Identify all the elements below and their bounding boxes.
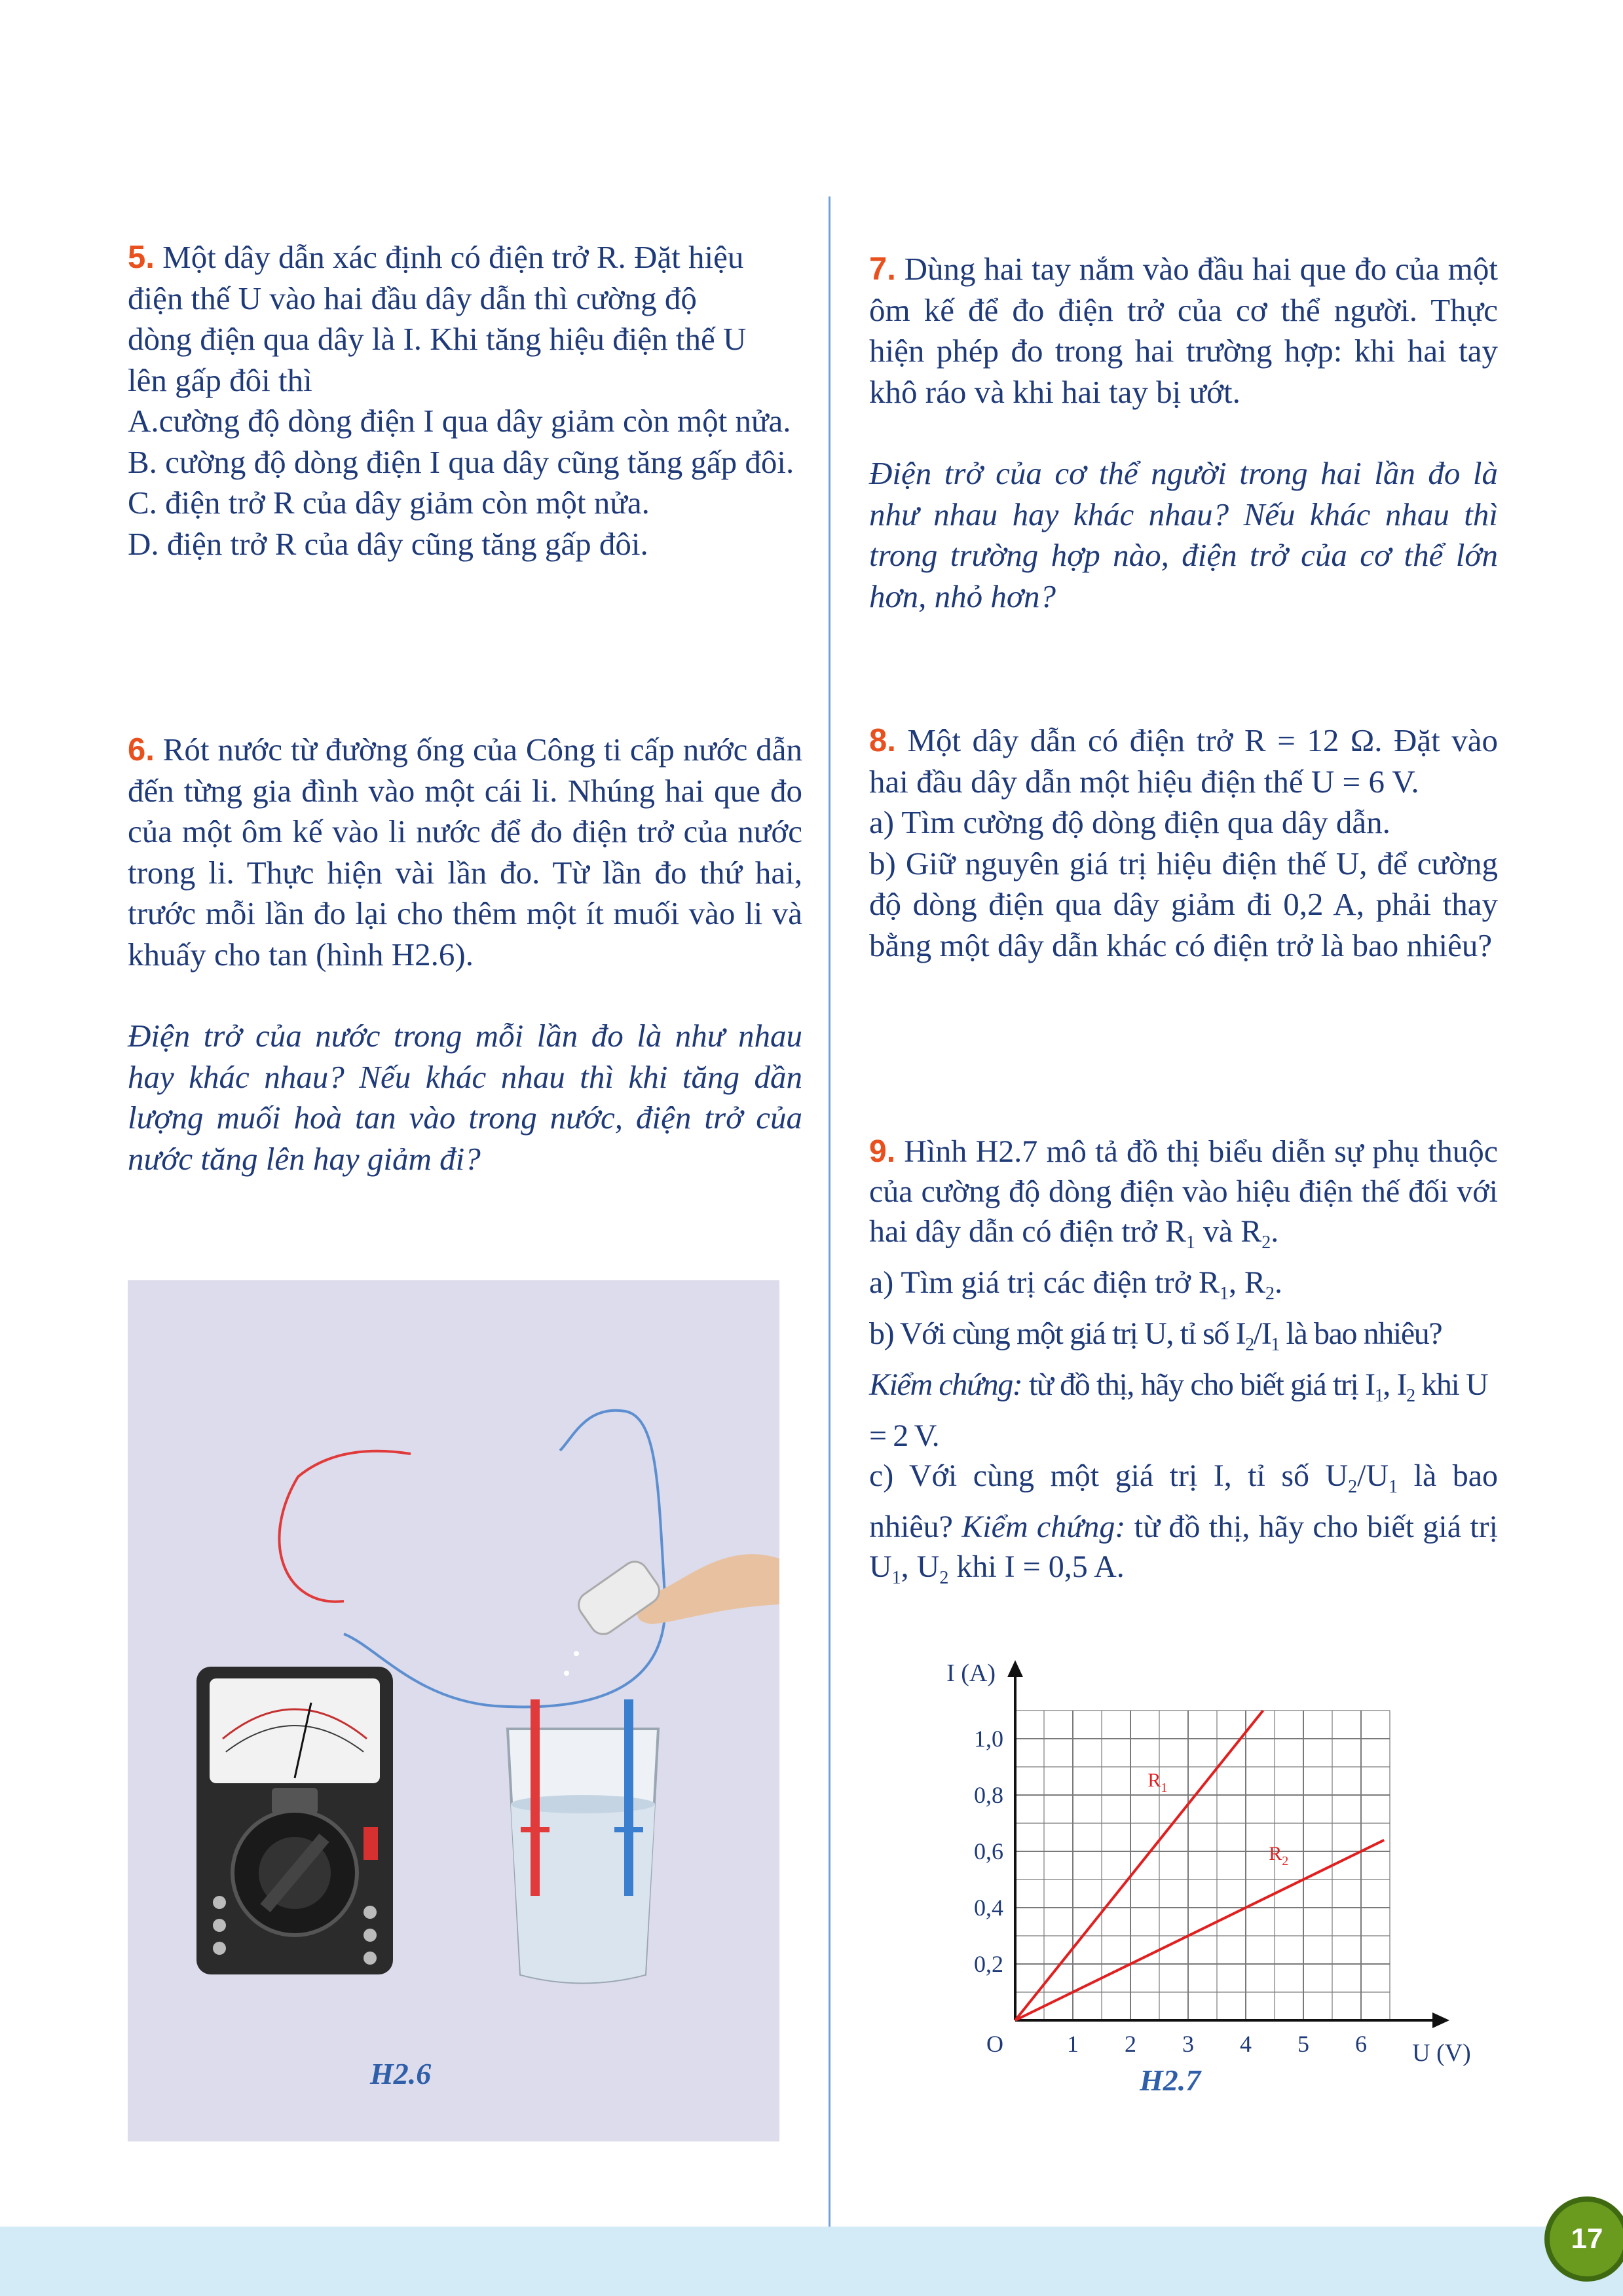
multimeter: [196, 1667, 393, 1974]
subscript: 1: [1219, 1284, 1229, 1304]
blue-wire: [344, 1411, 665, 1707]
figure-h2-6: [128, 1280, 779, 2141]
subscript: 1: [1271, 1335, 1279, 1355]
question-text: Hình H2.7 mô tả đồ thị biểu diễn sự phụ thuộc của cường độ dòng điện vào hiệu điện thế đối với hai dây dẫn có điện trở R: [869, 1134, 1498, 1249]
ohmmeter-experiment-illustration: [128, 1280, 779, 2141]
y-axis-label: I (A): [946, 1659, 996, 1687]
series-line-r2: [1015, 1840, 1384, 2020]
x-tick-label: 6: [1355, 2031, 1367, 2057]
question-text: và R: [1195, 1214, 1262, 1249]
question-9: [869, 1132, 1498, 1598]
x-axis-label: U (V): [1412, 2039, 1471, 2067]
question-part-a: a) Tìm cường độ dòng điện qua dây dẫn.: [869, 804, 1390, 840]
check-label: Kiểm chứng:: [961, 1509, 1126, 1544]
question-5: [128, 237, 802, 565]
answer-option-b: B. cường độ dòng điện I qua dây cũng tăng gấp đôi.: [128, 443, 794, 480]
series-label-r2: $R_2$: [1269, 1842, 1289, 1868]
subscript: 2: [1406, 1386, 1415, 1406]
question-prompt: Điện trở của cơ thể người trong hai lần đo là như nhau hay khác nhau? Nếu khác nhau thì trong trường hợp nào, điện trở của cơ thể lớn hơn, nhỏ hơn?: [869, 455, 1498, 614]
question-text: c) Với cùng một giá trị I, tỉ số U: [869, 1458, 1349, 1493]
series-label-r1: $R_1$: [1147, 1769, 1168, 1796]
question-prompt: Điện trở của nước trong mỗi lần đo là như nhau hay khác nhau? Nếu khác nhau thì khi tăng dần lượng muối hoà tan vào trong nước, điện trở của nước tăng lên hay giảm đi?: [128, 1018, 802, 1177]
hand-with-salt-shaker: [564, 1554, 779, 1676]
x-tick-label: 5: [1297, 2031, 1309, 2057]
question-number: 5.: [128, 240, 155, 275]
answer-option-c: C. điện trở R của dây giảm còn một nửa.: [128, 485, 650, 521]
y-tick-label: 0,8: [974, 1782, 1003, 1808]
subscript: 1: [1389, 1477, 1398, 1497]
subscript: 1: [1185, 1232, 1195, 1253]
y-axis-arrow: [1007, 1660, 1023, 1677]
glass-of-water: [508, 1699, 658, 1983]
x-tick-label: 2: [1125, 2031, 1136, 2057]
answer-option-d: D. điện trở R của dây cũng tăng gấp đôi.: [128, 525, 648, 562]
question-text: là bao nhiêu?: [869, 1458, 1499, 1544]
question-text: từ đồ thị, hãy cho biết giá trị U: [869, 1509, 1498, 1584]
question-text: /U: [1357, 1458, 1389, 1493]
question-text: Dùng hai tay nắm vào đầu hai que đo của một ôm kế để đo điện trở của cơ thể người. Thực hiện phép đo trong hai trường hợp: khi hai tay khô ráo và khi hai tay bị ướt.: [869, 251, 1498, 410]
check-label: Kiểm chứng:: [869, 1367, 1022, 1402]
x-axis-arrow: [1432, 2012, 1449, 2028]
question-text: .: [1275, 1265, 1282, 1300]
y-tick-label: 0,6: [974, 1838, 1003, 1864]
question-number: 9.: [869, 1134, 896, 1169]
question-8: [869, 720, 1498, 966]
question-text: khi I = 0,5 A.: [948, 1549, 1125, 1584]
y-tick-label: 1,0: [974, 1726, 1003, 1752]
question-text: điện thế U vào hai đầu dây dẫn thì cường độ: [128, 280, 697, 316]
subscript: 2: [1245, 1335, 1254, 1355]
question-text: là bao nhiêu?: [1278, 1316, 1442, 1351]
red-wire: [279, 1451, 411, 1602]
question-number: 6.: [128, 732, 155, 768]
subscript: 1: [891, 1568, 901, 1588]
question-text: , I: [1383, 1367, 1407, 1402]
subscript: 2: [1265, 1284, 1275, 1304]
question-text: .: [1271, 1214, 1279, 1249]
question-text: khi U = 2 V.: [869, 1367, 1488, 1453]
question-text: dòng điện qua dây là I. Khi tăng hiệu điện thế U: [128, 321, 747, 357]
question-text: a) Tìm giá trị các điện trở R: [869, 1265, 1220, 1300]
answer-option-a: A.cường độ dòng điện I qua dây giảm còn một nửa.: [128, 403, 791, 439]
chart-h2-7: [917, 1637, 1493, 2122]
x-tick-label: 1: [1067, 2031, 1079, 2057]
subscript: 2: [1348, 1477, 1358, 1497]
question-text: Rót nước từ đường ống của Công ti cấp nước dẫn đến từng gia đình vào một cái li. Nhúng hai que đo của một ôm kế vào li nước để đo điện trở của nước trong li. Thực hiện vài lần đo. Từ lần đo thứ hai, trước mỗi lần đo lại cho thêm một ít muối vào li và khuấy cho tan (hình H2.6).: [128, 731, 802, 972]
subscript: 1: [1374, 1386, 1383, 1406]
question-text: b) Với cùng một giá trị U, tỉ số I: [869, 1316, 1246, 1351]
footer-bar: [0, 2227, 1623, 2296]
column-divider: [829, 196, 830, 2227]
question-text: Một dây dẫn có điện trở R = 12 Ω. Đặt vào hai đầu dây dẫn một hiệu điện thế U = 6 V.: [869, 722, 1498, 800]
subscript: 2: [939, 1568, 949, 1588]
question-part-a: [869, 1263, 1498, 1314]
question-part-b: [869, 1314, 1498, 1456]
page-number: 17: [1544, 2196, 1623, 2282]
blue-probe: [624, 1699, 633, 1896]
question-text: Một dây dẫn xác định có điện trở R. Đặt hiệu: [154, 239, 744, 275]
question-7: [869, 249, 1498, 617]
question-text: , U: [901, 1549, 940, 1584]
y-tick-label: 0,2: [974, 1951, 1003, 1977]
origin-label: O: [986, 2031, 1003, 2057]
question-number: 8.: [869, 723, 896, 758]
question-part-c: [869, 1456, 1498, 1598]
question-text: từ đồ thị, hãy cho biết giá trị I: [1022, 1367, 1375, 1402]
question-text: lên gấp đôi thì: [128, 361, 312, 398]
question-part-b: b) Giữ nguyên giá trị hiệu điện thế U, để cường độ dòng điện qua dây giảm đi 0,2 A, phải thay bằng một dây dẫn khác có điện trở là bao nhiêu?: [869, 845, 1498, 963]
x-tick-label: 4: [1240, 2031, 1252, 2057]
figure-caption: H2.6: [370, 2057, 432, 2090]
y-tick-label: 0,4: [974, 1895, 1003, 1921]
series-line-r1: [1015, 1711, 1263, 2020]
question-number: 7.: [869, 251, 896, 287]
subscript: 2: [1261, 1232, 1271, 1253]
red-probe: [531, 1699, 540, 1896]
question-6: [128, 730, 802, 1179]
question-text: , R: [1228, 1265, 1265, 1300]
x-tick-label: 3: [1182, 2031, 1194, 2057]
chart-caption: H2.7: [1140, 2064, 1201, 2097]
question-text: /I: [1253, 1316, 1271, 1351]
